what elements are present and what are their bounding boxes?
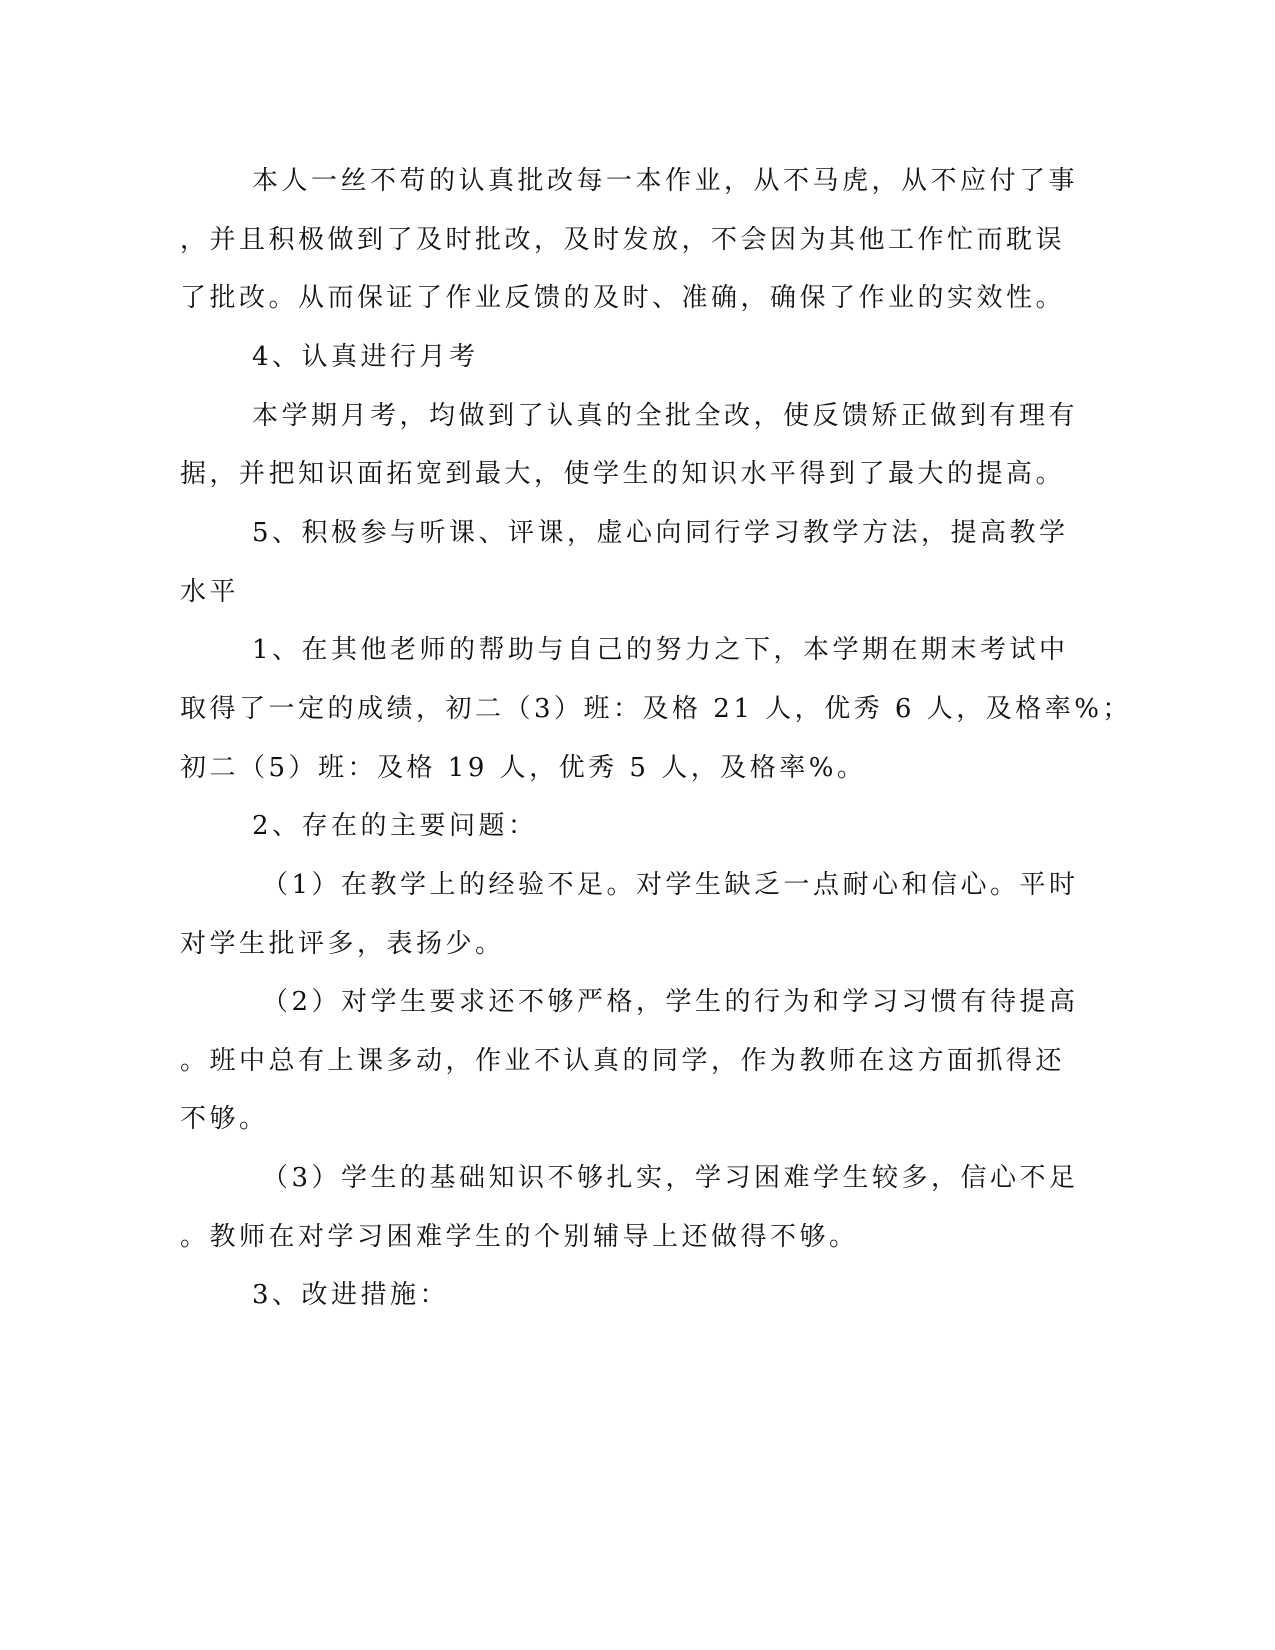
paragraph-line: 。教师在对学习困难学生的个别辅导上还做得不够。: [180, 1222, 859, 1252]
section-heading: 5、积极参与听课、评课，虚心向同行学习教学方法，提高教学: [252, 518, 1069, 548]
paragraph-line: 不够。: [180, 1104, 269, 1134]
paragraph-line: 了批改。从而保证了作业反馈的及时、准确，确保了作业的实效性。: [180, 283, 1066, 313]
paragraph-line: 本人一丝不苟的认真批改每一本作业，从不马虎，从不应付了事: [252, 166, 1079, 196]
paragraph-line: 本学期月考，均做到了认真的全批全改，使反馈矫正做到有理有: [252, 401, 1079, 431]
paragraph-line: 据，并把知识面拓宽到最大，使学生的知识水平得到了最大的提高。: [180, 459, 1066, 489]
paragraph-line: （3）学生的基础知识不够扎实，学习困难学生较多，信心不足: [262, 1163, 1079, 1193]
paragraph-line: ，并且积极做到了及时批改，及时发放，不会因为其他工作忙而耽误: [180, 225, 1066, 255]
paragraph-line: （2）对学生要求还不够严格，学生的行为和学习习惯有待提高: [262, 987, 1079, 1017]
section-heading: 水平: [180, 577, 240, 607]
section-heading: 3、改进措施：: [252, 1280, 450, 1310]
section-heading: 2、存在的主要问题：: [252, 811, 538, 841]
paragraph-line: 取得了一定的成绩，初二（3）班：及格 21 人，优秀 6 人，及格率%；: [180, 694, 1132, 724]
section-heading: 4、认真进行月考: [252, 342, 479, 372]
paragraph-line: （1）在教学上的经验不足。对学生缺乏一点耐心和信心。平时: [262, 870, 1079, 900]
paragraph-line: 。班中总有上课多动，作业不认真的同学，作为教师在这方面抓得还: [180, 1046, 1066, 1076]
paragraph-line: 1、在其他老师的帮助与自己的努力之下，本学期在期末考试中: [252, 635, 1069, 665]
paragraph-line: 对学生批评多，表扬少。: [180, 929, 505, 959]
paragraph-line: 初二（5）班：及格 19 人，优秀 5 人，及格率%。: [180, 753, 867, 783]
